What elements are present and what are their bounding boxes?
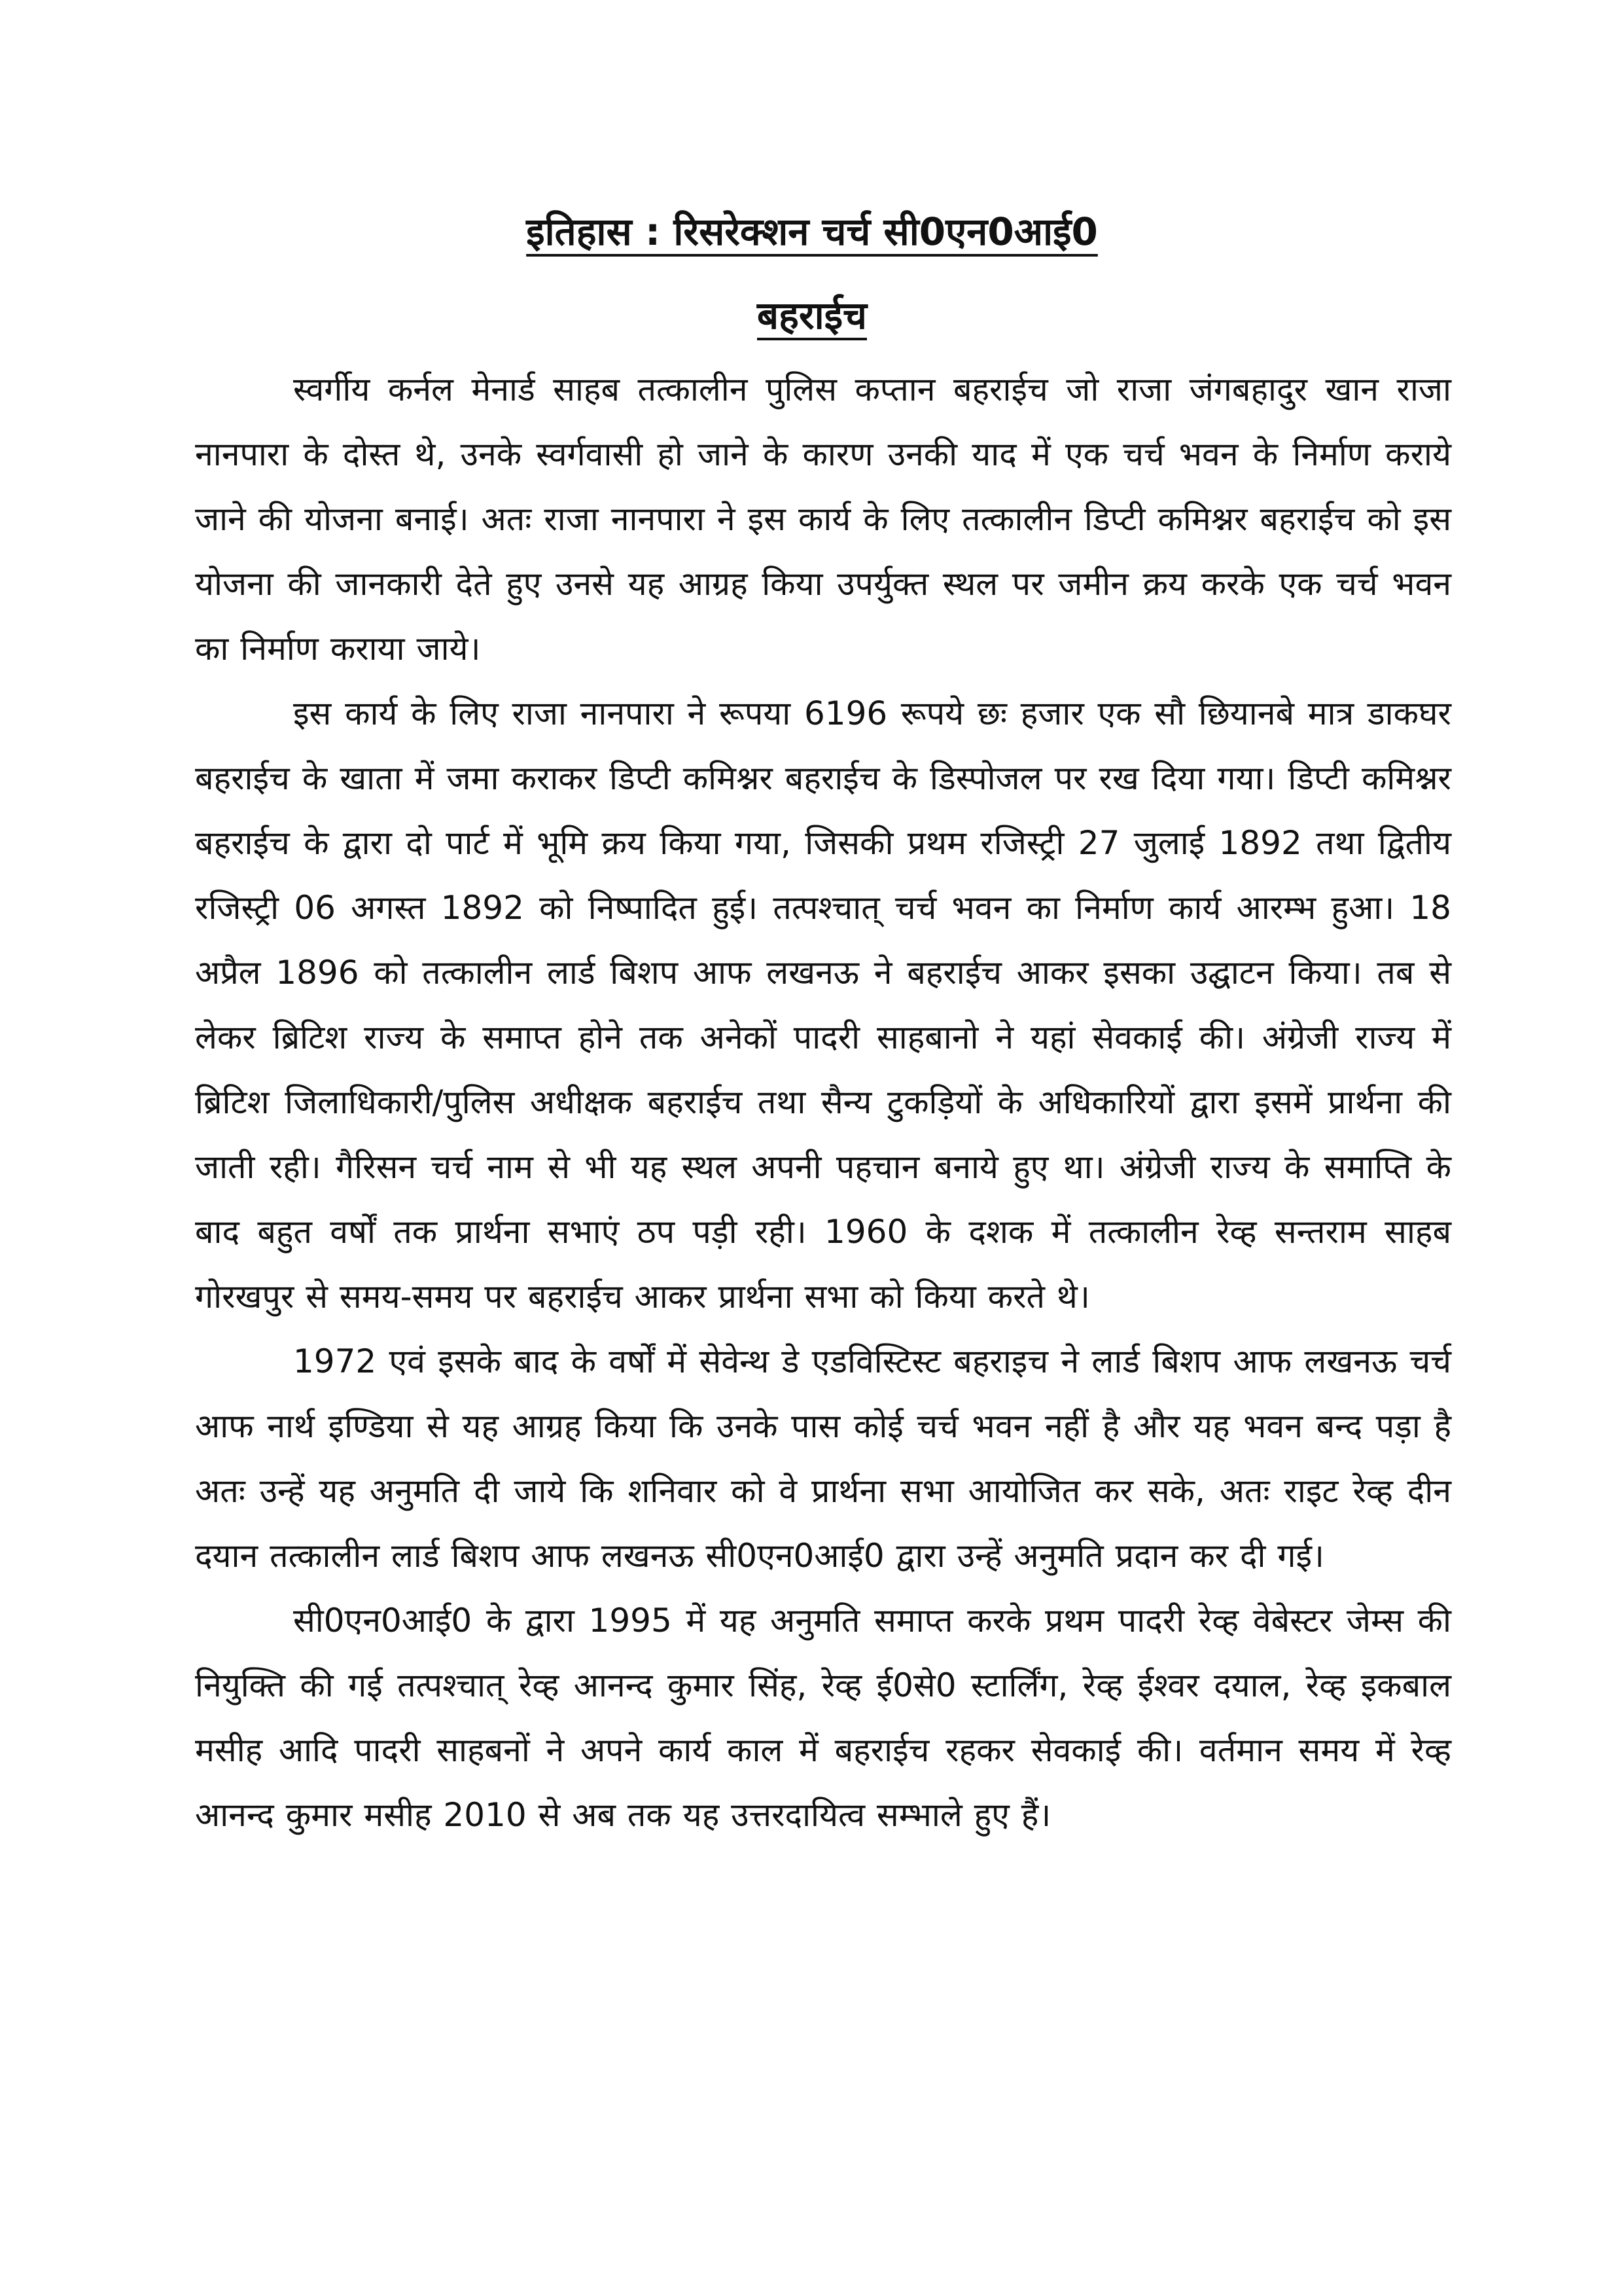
document-subtitle-location: बहराईच [757,293,867,338]
document-body [195,357,1451,1848]
paragraph-1972-permission: 1972 एवं इसके बाद के वर्षों में सेवेन्थ डे एडविस्टिस्ट बहराइच ने लार्ड बिशप आफ लखनऊ चर्च आफ नार्थ इण्डिया से यह आग्रह किया कि उनके पास कोई चर्च भवन नहीं है और यह भवन बन्द पड़ा है अतः उन्हें यह अनुमति दी जाये कि शनिवार को वे प्रार्थना सभा आयोजित कर सके, अतः राइट रेव्ह दीन दयान तत्कालीन लार्ड बिशप आफ लखनऊ सी0एन0आई0 द्वारा उन्हें अनुमति प्रदान कर दी गई। [195,1342,1451,1575]
paragraph-founding: स्वर्गीय कर्नल मेनार्ड साहब तत्कालीन पुलिस कप्तान बहराईच जो राजा जंगबहादुर खान राजा नानपारा के दोस्त थे, उनके स्वर्गवासी हो जाने के कारण उनकी याद में एक चर्च भवन के निर्माण कराये जाने की योजना बनाई। अतः राजा नानपारा ने इस कार्य के लिए तत्कालीन डिप्टी कमिश्नर बहराईच को इस योजना की जानकारी देते हुए उनसे यह आग्रह किया उपर्युक्त स्थल पर जमीन क्रय करके एक चर्च भवन का निर्माण कराया जाये। [195,370,1451,668]
paragraph-construction-history: इस कार्य के लिए राजा नानपारा ने रूपया 6196 रूपये छः हजार एक सौ छियानबे मात्र डाकघर बहराईच के खाता में जमा कराकर डिप्टी कमिश्नर बहराईच के डिस्पोजल पर रख दिया गया। डिप्टी कमिश्नर बहराईच के द्वारा दो पार्ट में भूमि क्रय किया गया, जिसकी प्रथम रजिस्ट्री 27 जुलाई 1892 तथा द्वितीय रजिस्ट्री 06 अगस्त 1892 को निष्पादित हुई। तत्पश्चात् चर्च भवन का निर्माण कार्य आरम्भ हुआ। 18 अप्रैल 1896 को तत्कालीन लार्ड बिशप आफ लखनऊ ने बहराईच आकर इसका उद्घाटन किया। तब से लेकर ब्रिटिश राज्य के समाप्त होने तक अनेकों पादरी साहबानो ने यहां सेवकाई की। अंग्रेजी राज्य में ब्रिटिश जिलाधिकारी/पुलिस अधीक्षक बहराईच तथा सैन्य टुकड़ियों के अधिकारियों द्वारा इसमें प्रार्थना की जाती रही। गैरिसन चर्च नाम से भी यह स्थल अपनी पहचान बनाये हुए था। अंग्रेजी राज्य के समाप्ति के बाद बहुत वर्षों तक प्रार्थना सभाएं ठप पड़ी रही। 1960 के दशक में तत्कालीन रेव्ह सन्तराम साहब गोरखपुर से समय-समय पर बहराईच आकर प्रार्थना सभा को किया करते थे। [195,694,1451,1316]
title-block [0,190,1624,357]
document-title: इतिहास : रिसरेक्शन चर्च सी0एन0आई0 [526,209,1098,254]
paragraph-pastors: सी0एन0आई0 के द्वारा 1995 में यह अनुमति समाप्त करके प्रथम पादरी रेव्ह वेबेस्टर जेम्स की नियुक्ति की गई तत्पश्चात् रेव्ह आनन्द कुमार सिंह, रेव्ह ई0से0 स्टार्लिंग, रेव्ह ईश्वर दयाल, रेव्ह इकबाल मसीह आदि पादरी साहबनों ने अपने कार्य काल में बहराईच रहकर सेवकाई की। वर्तमान समय में रेव्ह आनन्द कुमार मसीह 2010 से अब तक यह उत्तरदायित्व सम्भाले हुए हैं। [195,1602,1451,1834]
